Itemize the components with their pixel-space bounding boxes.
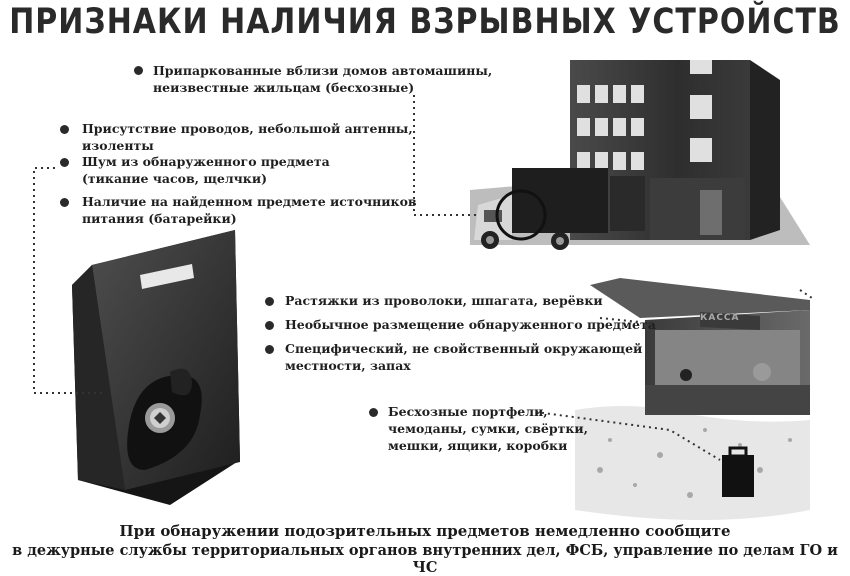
bullet-icon <box>265 297 274 306</box>
building-truck-illustration <box>470 60 810 250</box>
footer-line-2: в дежурные службы территориальных органов внутренних дел, ФСБ, управление по делам ГО и ЧС <box>12 542 838 576</box>
kiosk-briefcase-illustration <box>575 278 810 520</box>
kiosk-sign: КАССА <box>700 313 740 323</box>
sign-placement: Необычное размещение обнаруженного предмета <box>285 317 656 332</box>
bullet-icon <box>265 321 274 330</box>
bullet-icon <box>369 408 378 417</box>
sign-parked-cars: Припаркованные вблизи домов автомашины, неизвестные жильцам (бесхозные) <box>153 63 493 95</box>
bullet-icon <box>134 66 143 75</box>
timer-clock-icon <box>144 402 176 434</box>
sign-noise: Шум из обнаруженного предмета (тикание часов, щелчки) <box>82 154 330 186</box>
sign-wires: Присутствие проводов, небольшой антенны, изоленты <box>82 121 413 153</box>
sign-power: Наличие на найденном предмете источников питания (батарейки) <box>82 194 417 226</box>
bag-device-illustration <box>72 230 240 505</box>
bullet-icon <box>60 125 69 134</box>
bullet-icon <box>265 345 274 354</box>
bullet-icon <box>60 198 69 207</box>
footer-line-1: При обнаружении подозрительных предметов немедленно сообщите <box>119 522 731 540</box>
bullet-icon <box>60 158 69 167</box>
sign-tripwires: Растяжки из проволоки, шпагата, верёвки <box>285 293 603 308</box>
connector-line <box>800 290 815 300</box>
sign-smell: Специфический, не свойственный окружающей местности, запах <box>285 341 643 373</box>
page-title: ПРИЗНАКИ НАЛИЧИЯ ВЗРЫВНЫХ УСТРОЙСТВ <box>9 2 841 43</box>
connector-line <box>414 95 478 215</box>
sign-bags: Бесхозные портфели, чемоданы, сумки, свёртки, мешки, ящики, коробки <box>388 404 588 453</box>
